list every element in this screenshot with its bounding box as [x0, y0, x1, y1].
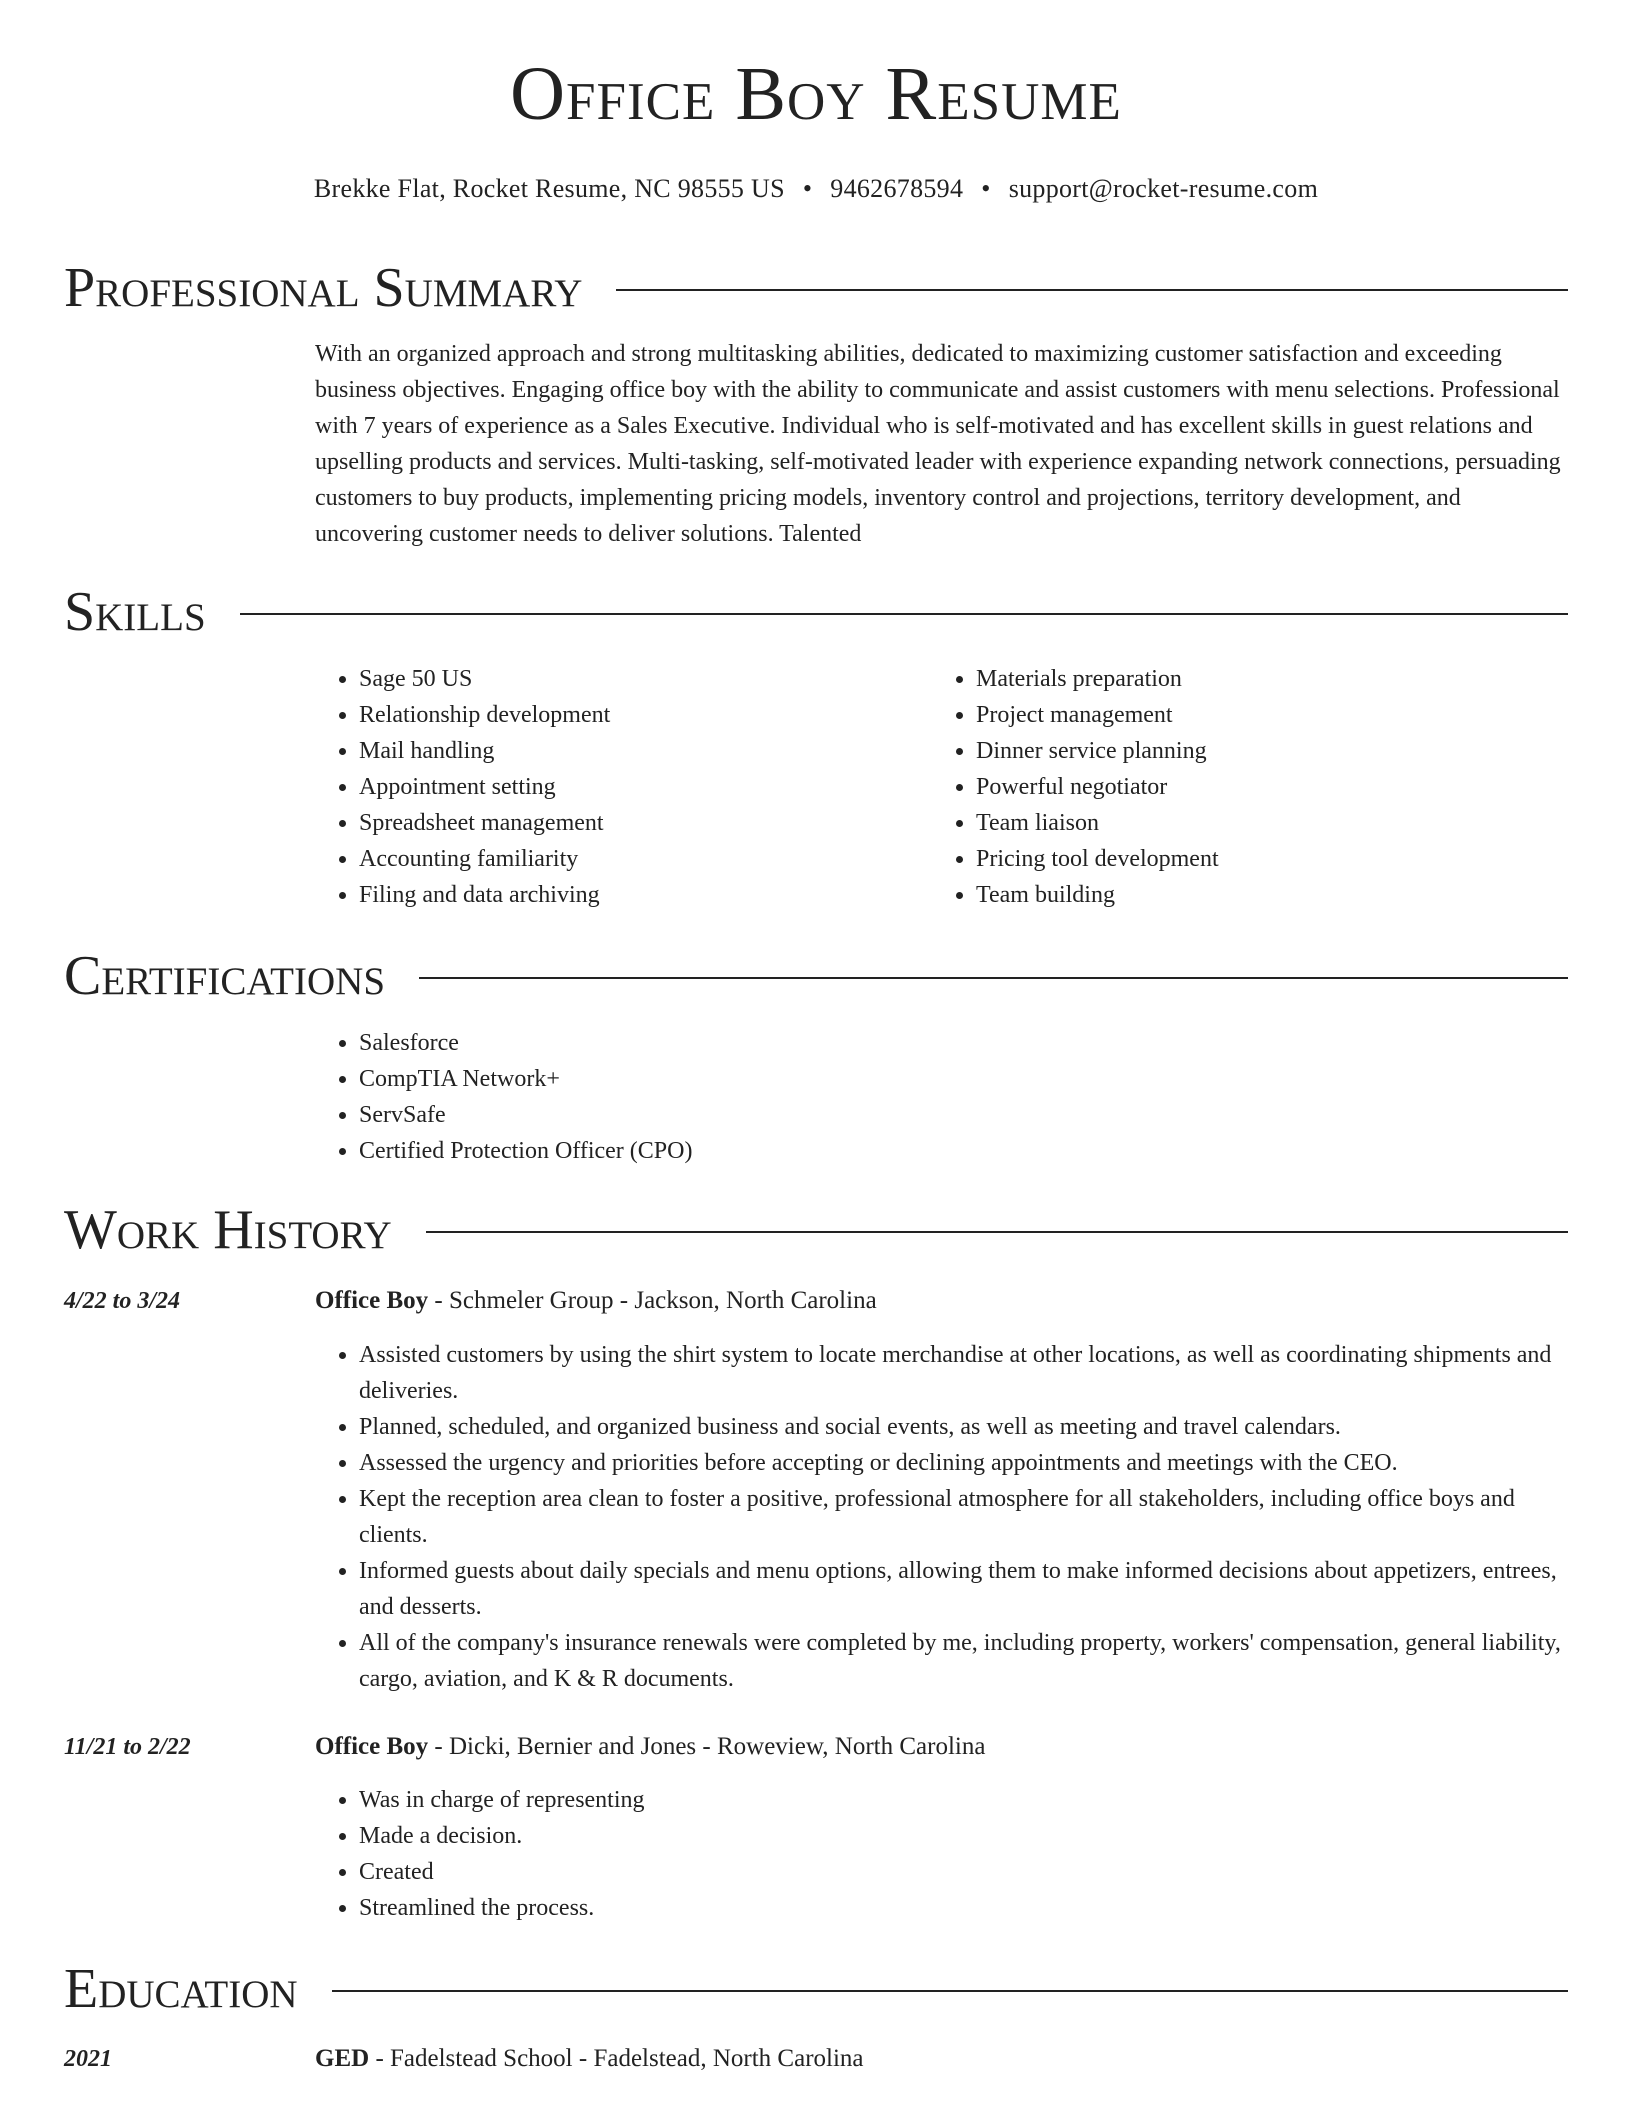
certifications-list — [315, 1025, 1573, 1169]
education-section-header — [64, 1957, 1568, 2021]
education-year: 2021 — [64, 2046, 112, 2072]
section-divider — [332, 1990, 1568, 1992]
section-title: Professional Summary — [64, 257, 583, 319]
certifications-section-header — [64, 944, 1568, 1008]
skill-item: • Team liaison — [976, 805, 1552, 841]
certification-item: • Certified Protection Officer (CPO) — [359, 1133, 1573, 1169]
job-title: Office Boy — [315, 1733, 429, 1760]
job-duty-item: • Planned, scheduled, and organized business and social events, as well as meeting and travel calendars. — [359, 1409, 1577, 1445]
section-divider — [616, 289, 1568, 291]
contact-email[interactable]: support@rocket-resume.com — [1008, 174, 1319, 203]
certification-item: • CompTIA Network+ — [359, 1061, 1573, 1097]
contact-line — [0, 176, 1632, 202]
job-heading — [315, 1283, 877, 1319]
section-divider — [240, 613, 1568, 615]
job-duty-item: • Created — [359, 1854, 1577, 1890]
skill-item: • Team building — [976, 877, 1552, 913]
job-duty-item: • Made a decision. — [359, 1818, 1577, 1854]
skill-item: • Spreadsheet management — [359, 805, 935, 841]
summary-text: With an organized approach and strong multitasking abilities, dedicated to maximizing customer satisfaction and exceeding business objectives. Engaging office boy with the ability to communicate and assist customers with menu selections. Professional with 7 years of experience as a Sales Executive. Individual who is self-motivated and has excellent skills in guest relations and upselling products and services. Multi-tasking, self-motivated leader with experience expanding network connections, persuading customers to buy products, implementing pricing models, inventory control and projections, territory development, and uncovering customer needs to deliver solutions. Talented — [315, 341, 1561, 547]
job-duties — [315, 1337, 1577, 1697]
job-dates: 11/21 to 2/22 — [64, 1734, 191, 1760]
contact-phone: 9462678594 — [830, 174, 964, 203]
section-title: Work History — [64, 1199, 392, 1261]
section-divider — [426, 1231, 1568, 1233]
education-school-location: - Fadelstead School - Fadelstead, North Carolina — [369, 2045, 864, 2072]
work-history-section-header — [64, 1198, 1568, 1262]
skill-item: • Project management — [976, 697, 1552, 733]
skill-item: • Accounting familiarity — [359, 841, 935, 877]
certification-item: • ServSafe — [359, 1097, 1573, 1133]
skill-item: • Filing and data archiving — [359, 877, 935, 913]
job-duty-item: • Informed guests about daily specials and menu options, allowing them to make informed decisions about appetizers, entrees, and desserts. — [359, 1553, 1577, 1625]
education-degree: GED — [315, 2045, 370, 2072]
skill-item: • Appointment setting — [359, 769, 935, 805]
section-title: Skills — [64, 581, 206, 643]
job-duties — [315, 1782, 1577, 1926]
skill-item: • Pricing tool development — [976, 841, 1552, 877]
job-duty-item: • Streamlined the process. — [359, 1890, 1577, 1926]
job-duty-item: • Kept the reception area clean to foster a positive, professional atmosphere for all stakeholders, including office boys and clients. — [359, 1481, 1577, 1553]
job-title: Office Boy — [315, 1287, 429, 1314]
section-title: Certifications — [64, 945, 386, 1007]
skill-item: • Dinner service planning — [976, 733, 1552, 769]
certification-item: • Salesforce — [359, 1025, 1573, 1061]
job-duty-item: • Was in charge of representing — [359, 1782, 1577, 1818]
skill-item: • Relationship development — [359, 697, 935, 733]
education-heading — [315, 2041, 864, 2077]
job-duty-item: • Assisted customers by using the shirt system to locate merchandise at other locations, as well as coordinating shipments and deliveries. — [359, 1337, 1577, 1409]
skills-section-header — [64, 580, 1568, 644]
skill-item: • Mail handling — [359, 733, 935, 769]
contact-separator: • — [802, 174, 813, 203]
job-dates: 4/22 to 3/24 — [64, 1288, 181, 1314]
skills-list-right — [932, 661, 1552, 913]
resume-title: Office Boy Resume — [510, 52, 1122, 136]
job-employer-location: - Dicki, Bernier and Jones - Roweview, North Carolina — [428, 1733, 986, 1760]
skills-list-left — [315, 661, 935, 913]
job-employer-location: - Schmeler Group - Jackson, North Carolina — [428, 1287, 877, 1314]
skill-item: • Sage 50 US — [359, 661, 935, 697]
job-duty-item: • All of the company's insurance renewals were completed by me, including property, workers' compensation, general liability, cargo, aviation, and K & R documents. — [359, 1625, 1577, 1697]
job-duty-item: • Assessed the urgency and priorities before accepting or declining appointments and meetings with the CEO. — [359, 1445, 1577, 1481]
section-title: Education — [64, 1958, 298, 2020]
contact-address: Brekke Flat, Rocket Resume, NC 98555 US — [313, 174, 785, 203]
job-heading — [315, 1729, 985, 1765]
skill-item: • Powerful negotiator — [976, 769, 1552, 805]
skill-item: • Materials preparation — [976, 661, 1552, 697]
contact-separator: • — [981, 174, 991, 203]
summary-section-header — [64, 256, 1568, 320]
section-divider — [419, 977, 1568, 979]
